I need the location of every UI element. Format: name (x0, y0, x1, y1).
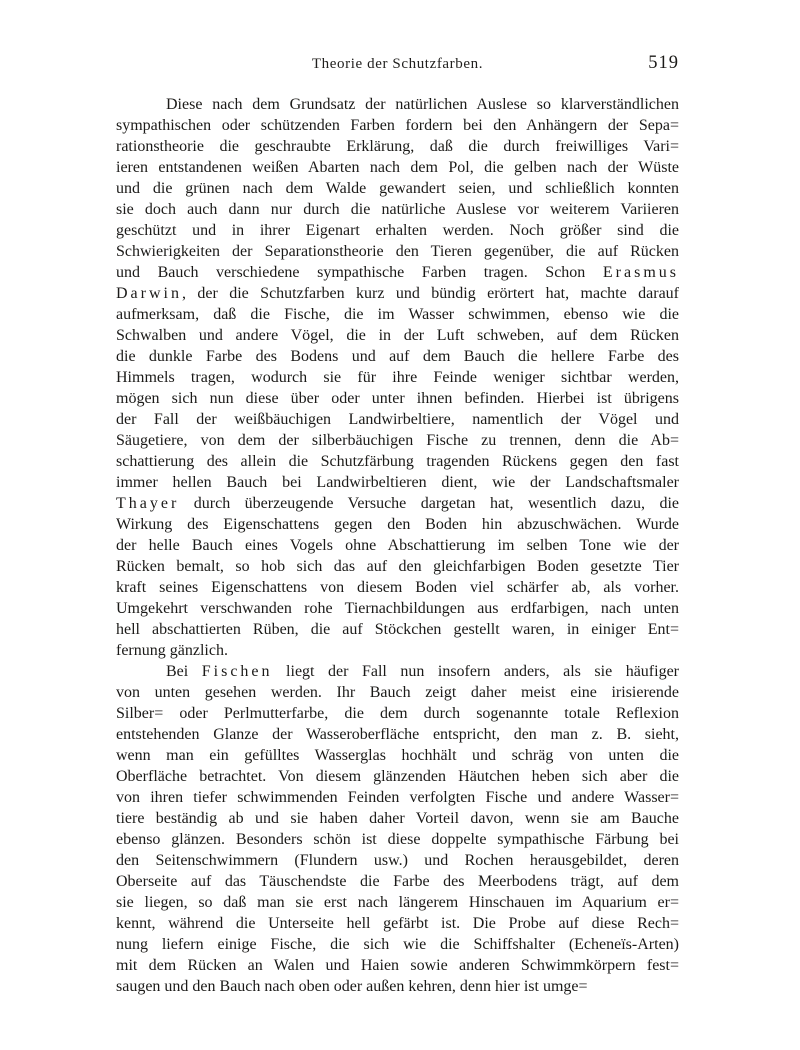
text-line: Säugetiere, von dem der silberbäuchigen Fische zu trennen, denn die Ab= (116, 432, 679, 449)
page-number: 519 (648, 53, 679, 73)
text-line: Oberseite auf das Täuschendste die Farbe des Meerbodens trägt, auf dem (116, 873, 679, 890)
emphasized-name: Fischen (201, 663, 273, 680)
text-line: wenn man ein gefülltes Wasserglas hochhält und schräg von unten die (116, 747, 679, 764)
text-line: Umgekehrt verschwanden rohe Tiernachbildungen aus erdfarbigen, nach unten (116, 600, 679, 617)
emphasized-name: Darwin (116, 285, 182, 302)
text-line: von unten gesehen werden. Ihr Bauch zeigt daher meist eine irisierende (116, 684, 679, 701)
text-line: Wirkung des Eigenschattens gegen den Boden hin abzuschwächen. Wurde (116, 516, 679, 533)
text-line: ebenso glänzen. Besonders schön ist diese doppelte sympathische Färbung bei (116, 831, 679, 848)
text-line: Himmels tragen, wodurch sie für ihre Feinde weniger sichtbar werden, (116, 369, 679, 386)
emphasized-name: Erasmus (602, 264, 679, 281)
text-line: aufmerksam, daß die Fische, die im Wasser schwimmen, ebenso wie die (116, 306, 679, 323)
text-line: Diese nach dem Grundsatz der natürlichen Auslese so klarverständlichen (166, 96, 679, 113)
text-line: den Seitenschwimmern (Flundern usw.) und Rochen herausgebildet, deren (116, 852, 679, 869)
text-line: sie liegen, so daß man sie erst nach längerem Hinschauen im Aquarium er= (116, 894, 679, 911)
text-line: und Bauch verschiedene sympathische Farben tragen. Schon Erasmus (116, 264, 679, 281)
text-line: Darwin, der die Schutzfarben kurz und bündig erörtert hat, machte darauf (116, 285, 679, 302)
text-line: tiere beständig ab und sie haben daher Vorteil davon, wenn sie am Bauche (116, 810, 679, 827)
text-line: Bei Fischen liegt der Fall nun insofern anders, als sie häufiger (166, 663, 680, 680)
emphasized-name: Thayer (116, 495, 180, 512)
text-line: Rücken bemalt, so hob sich das auf den gleichfarbigen Boden gesetzte Tier (116, 558, 679, 575)
text-line: immer hellen Bauch bei Landwirbeltieren dient, wie der Landschaftsmaler (116, 474, 679, 491)
text-line: Schwierigkeiten der Separationstheorie den Tieren gegenüber, die auf Rücken (116, 243, 679, 260)
text-line: sympathischen oder schützenden Farben fordern bei den Anhängern der Sepa= (116, 117, 679, 134)
text-line: ieren entstandenen weißen Abarten nach dem Pol, die gelben nach der Wüste (116, 159, 679, 176)
paragraph (116, 661, 679, 997)
page-header-title: Theorie der Schutzfarben. (311, 56, 484, 72)
text-line: schattierung des allein die Schutzfärbung tragenden Rückens gegen den fast (116, 453, 679, 470)
text-line: Silber= oder Perlmutterfarbe, die dem durch sogenannte totale Reflexion (116, 705, 679, 722)
text-line: sie doch auch dann nur durch die natürliche Auslese vor weiterem Variieren (116, 201, 679, 218)
text-line: von ihren tiefer schwimmenden Feinden verfolgten Fische und andere Wasser= (116, 789, 679, 806)
text-line: Schwalben und andere Vögel, die in der Luft schweben, auf dem Rücken (116, 327, 679, 344)
body-text (116, 94, 679, 997)
text-line: fernung gänzlich. (116, 642, 228, 659)
text-line: kennt, während die Unterseite hell gefärbt ist. Die Probe auf diese Rech= (116, 915, 679, 932)
text-line: mit dem Rücken an Walen und Haien sowie anderen Schwimmkörpern fest= (116, 957, 679, 974)
text-line: Thayer durch überzeugende Versuche dargetan hat, wesentlich dazu, die (116, 495, 679, 512)
text-line: rationstheorie die geschraubte Erklärung, daß die durch freiwilliges Vari= (116, 138, 679, 155)
text-line: nung liefern einige Fische, die sich wie die Schiffshalter (Echeneïs-Arten) (116, 936, 679, 953)
running-header (116, 53, 679, 80)
text-line: Oberfläche betrachtet. Von diesem glänzenden Häutchen heben sich aber die (116, 768, 679, 785)
text-line: geschützt und in ihrer Eigenart erhalten werden. Noch größer sind die (116, 222, 679, 239)
text-line: der Fall der weißbäuchigen Landwirbeltiere, namentlich der Vögel und (116, 411, 679, 428)
text-line: und die grünen nach dem Walde gewandert seien, und schließlich konnten (116, 180, 679, 197)
text-line: entstehenden Glanze der Wasseroberfläche entspricht, den man z. B. sieht, (116, 726, 679, 743)
text-line: mögen sich nun diese über oder unter ihnen befinden. Hierbei ist übrigens (116, 390, 679, 407)
text-line: saugen und den Bauch nach oben oder außen kehren, denn hier ist umge= (116, 978, 588, 995)
text-line: kraft seines Eigenschattens von diesem Boden viel schärfer ab, als vorher. (116, 579, 679, 596)
text-line: die dunkle Farbe des Bodens und auf dem Bauch die hellere Farbe des (116, 348, 679, 365)
text-line: der helle Bauch eines Vogels ohne Abschattierung im selben Tone wie der (116, 537, 679, 554)
text-line: hell abschattierten Rüben, die auf Stöckchen gestellt waren, in einiger Ent= (116, 621, 679, 638)
paragraph (116, 94, 679, 661)
